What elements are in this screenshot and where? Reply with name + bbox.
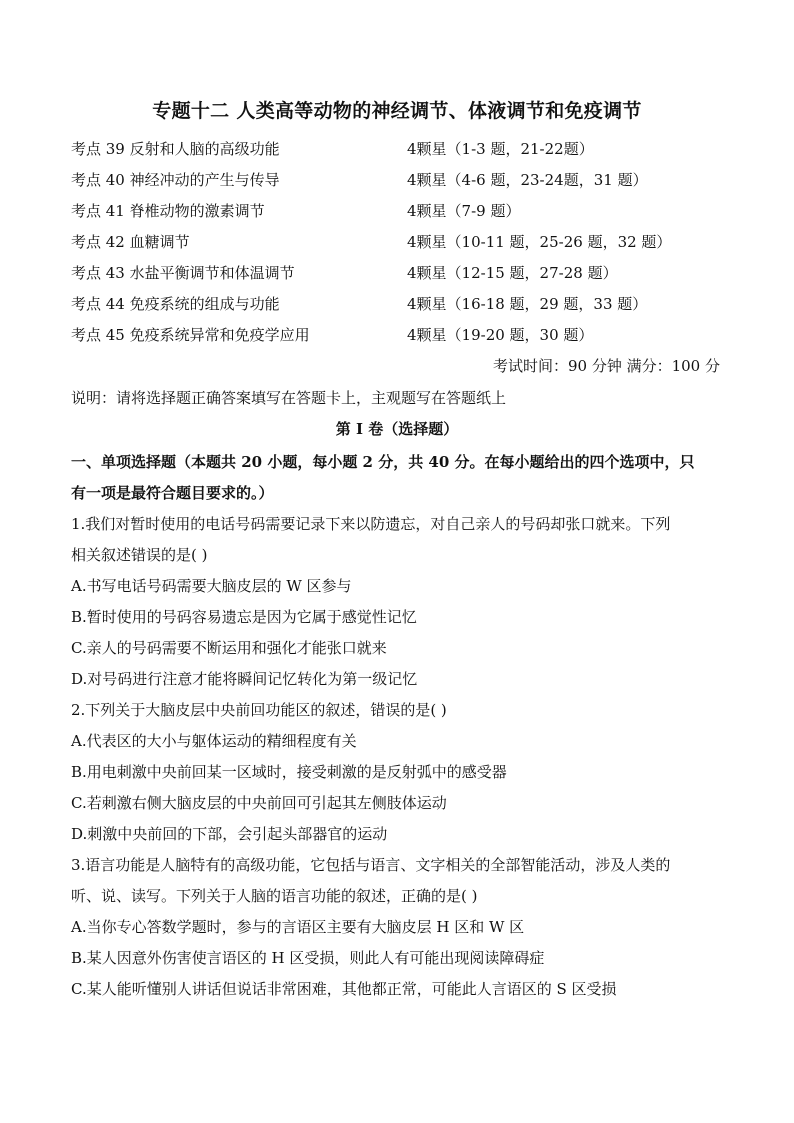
kaodian-stars: 4颗星（16-18 题，29 题，33 题） <box>407 295 648 313</box>
kaodian-row <box>71 199 731 223</box>
section-title: 第 I 卷（选择题） <box>335 420 459 438</box>
kaodian-name: 考点 42 血糖调节 <box>71 233 190 251</box>
option: C.若刺激右侧大脑皮层的中央前回可引起其左侧肢体运动 <box>71 794 447 812</box>
kaodian-name: 考点 39 反射和人脑的高级功能 <box>71 140 280 158</box>
kaodian-name: 考点 44 免疫系统的组成与功能 <box>71 295 280 313</box>
kaodian-name: 考点 40 神经冲动的产生与传导 <box>71 171 280 189</box>
question-stem: 1.我们对暂时使用的电话号码需要记录下来以防遗忘，对自己亲人的号码却张口就来。下列 <box>71 515 671 533</box>
part-heading: 有一项是最符合题目要求的。） <box>71 484 274 502</box>
question-stem: 相关叙述错误的是( ) <box>71 546 208 564</box>
kaodian-stars: 4颗星（10-11 题，25-26 题，32 题） <box>407 233 672 251</box>
option: A.书写电话号码需要大脑皮层的 W 区参与 <box>71 577 352 595</box>
kaodian-row <box>71 230 731 254</box>
option: A.当你专心答数学题时，参与的言语区主要有大脑皮层 H 区和 W 区 <box>71 918 525 936</box>
part-heading: 一、单项选择题（本题共 20 小题，每小题 2 分，共 40 分。在每小题给出的四个选项中，只 <box>71 453 695 471</box>
kaodian-stars: 4颗星（19-20 题，30 题） <box>407 326 594 344</box>
question-stem: 听、说、读写。下列关于人脑的语言功能的叙述，正确的是( ) <box>71 887 478 905</box>
question-stem: 3.语言功能是人脑特有的高级功能，它包括与语言、文字相关的全部智能活动，涉及人类的 <box>71 856 671 874</box>
kaodian-row <box>71 168 731 192</box>
document-title: 专题十二 人类高等动物的神经调节、体液调节和免疫调节 <box>152 100 642 122</box>
kaodian-row <box>71 292 731 316</box>
option: D.对号码进行注意才能将瞬间记忆转化为第一级记忆 <box>71 670 418 688</box>
kaodian-stars: 4颗星（1-3 题，21-22题） <box>407 140 594 158</box>
question-stem: 2.下列关于大脑皮层中央前回功能区的叙述，错误的是( ) <box>71 701 447 719</box>
option: C.亲人的号码需要不断运用和强化才能张口就来 <box>71 639 387 657</box>
option: C.某人能听懂别人讲话但说话非常困难，其他都正常，可能此人言语区的 S 区受损 <box>71 980 617 998</box>
kaodian-stars: 4颗星（7-9 题） <box>407 202 521 220</box>
option: A.代表区的大小与躯体运动的精细程度有关 <box>71 732 357 750</box>
kaodian-stars: 4颗星（12-15 题，27-28 题） <box>407 264 618 282</box>
kaodian-row <box>71 137 731 161</box>
option: B.暂时使用的号码容易遗忘是因为它属于感觉性记忆 <box>71 608 417 626</box>
kaodian-name: 考点 41 脊椎动物的激素调节 <box>71 202 265 220</box>
option: B.某人因意外伤害使言语区的 H 区受损，则此人有可能出现阅读障碍症 <box>71 949 545 967</box>
exam-info: 考试时间：90 分钟 满分：100 分 <box>492 357 720 375</box>
instruction: 说明：请将选择题正确答案填写在答题卡上，主观题写在答题纸上 <box>71 389 507 407</box>
option: B.用电刺激中央前回某一区域时，接受刺激的是反射弧中的感受器 <box>71 763 507 781</box>
kaodian-name: 考点 43 水盐平衡调节和体温调节 <box>71 264 295 282</box>
kaodian-row <box>71 261 731 285</box>
option: D.刺激中央前回的下部，会引起头部器官的运动 <box>71 825 388 843</box>
kaodian-row <box>71 323 731 347</box>
kaodian-name: 考点 45 免疫系统异常和免疫学应用 <box>71 326 310 344</box>
kaodian-stars: 4颗星（4-6 题，23-24题，31 题） <box>407 171 648 189</box>
